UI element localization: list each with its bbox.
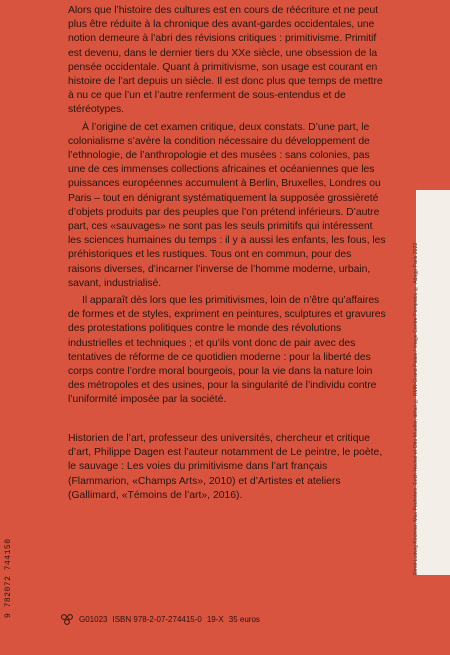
blurb-paragraph-1: Alors que l’histoire des cultures est en cours de réécriture et ne peut plus être réduite à la chronique des avant-gardes occidentales, une notion demeure à l’abri des révisions critiques : primitivisme. Primitif est devenu, dans le dernier tiers du XXe siècle, une obsession de la pensée occidentale. Quant à primitivisme, son usage est courant en histoire de l’art depuis un siècle. Il est donc plus que temps de mettre à nu ce que l’un et l’autre renferment de sous-entendus et de stéréotypes.: [68, 5, 383, 116]
author-bio: [68, 432, 386, 503]
blurb-paragraph-3: Il apparaît dès lors que les primitivismes, loin de n’être qu’affaires de formes et de styles, expriment en peintures, sculptures et gravures des protestations politiques contre le monde des révolutions industrielles et techniques ; et qu’ils vont donc de pair avec des tentatives de réforme de ce quotidien moderne : pour la liberté des corps contre l’ordre moral bourgeois, pour la vie dans la nature loin des métropoles et des usines, pour la singularité de l’individu contre l’uniformité imposée par la société.: [68, 295, 386, 406]
publisher-code: G01023: [79, 614, 108, 624]
blurb-paragraph-2: À l’origine de cet examen critique, deux constats. D’une part, le colonialisme s’avère la condition nécessaire du développement de l’ethnologie, de l’anthropologie et des musées : sans colonies, pas une de ces immenses collections africaines et océaniennes que les puissances européennes accumulent à Berlin, Bruxelles, Londres ou Paris – tout en dénigrant systématiquement la supposée grossièreté d’objets produits par des peuples que l’on prétend inférieurs. D’autre part, ces «sauvages» ne sont pas les seuls primitifs qui intéressent les sciences humaines du temps : il y a aussi les enfants, les fous, les préhistoriques et les rustiques. Tous ont en commun, pour des raisons diverses, d’incarner l’inverse de l’homme moderne, urbain, savant, industrialisé.: [68, 121, 386, 289]
author-bio-text: Historien de l’art, professeur des universités, chercheur et critique d’art, Philippe Dagen est l’auteur notamment de Le peintre, le poète, le sauvage : Les voies du primitivisme dans l’art français (Flammarion, «Champs Arts», 2010) et d’Artistes et ateliers (Gallimard, «Témoins de l’art», 2016).: [68, 433, 383, 501]
price: 35 euros: [228, 614, 260, 624]
publication-footer: [60, 612, 260, 626]
image-credit: Ernst Ludwig Kirchner, Max Pechstein, Erich Heckel et Otto Mueller, détail © RMN-Grand Palais / image Centre Pompidou © Adagp Paris 2022: [413, 242, 419, 575]
category-code: 19-X: [206, 614, 224, 624]
isbn: ISBN 978-2-07-274415-0: [112, 614, 202, 624]
blurb: [68, 4, 386, 411]
publisher-logo-icon: [60, 612, 74, 626]
barcode-number: 9 782072 744150: [4, 538, 13, 618]
